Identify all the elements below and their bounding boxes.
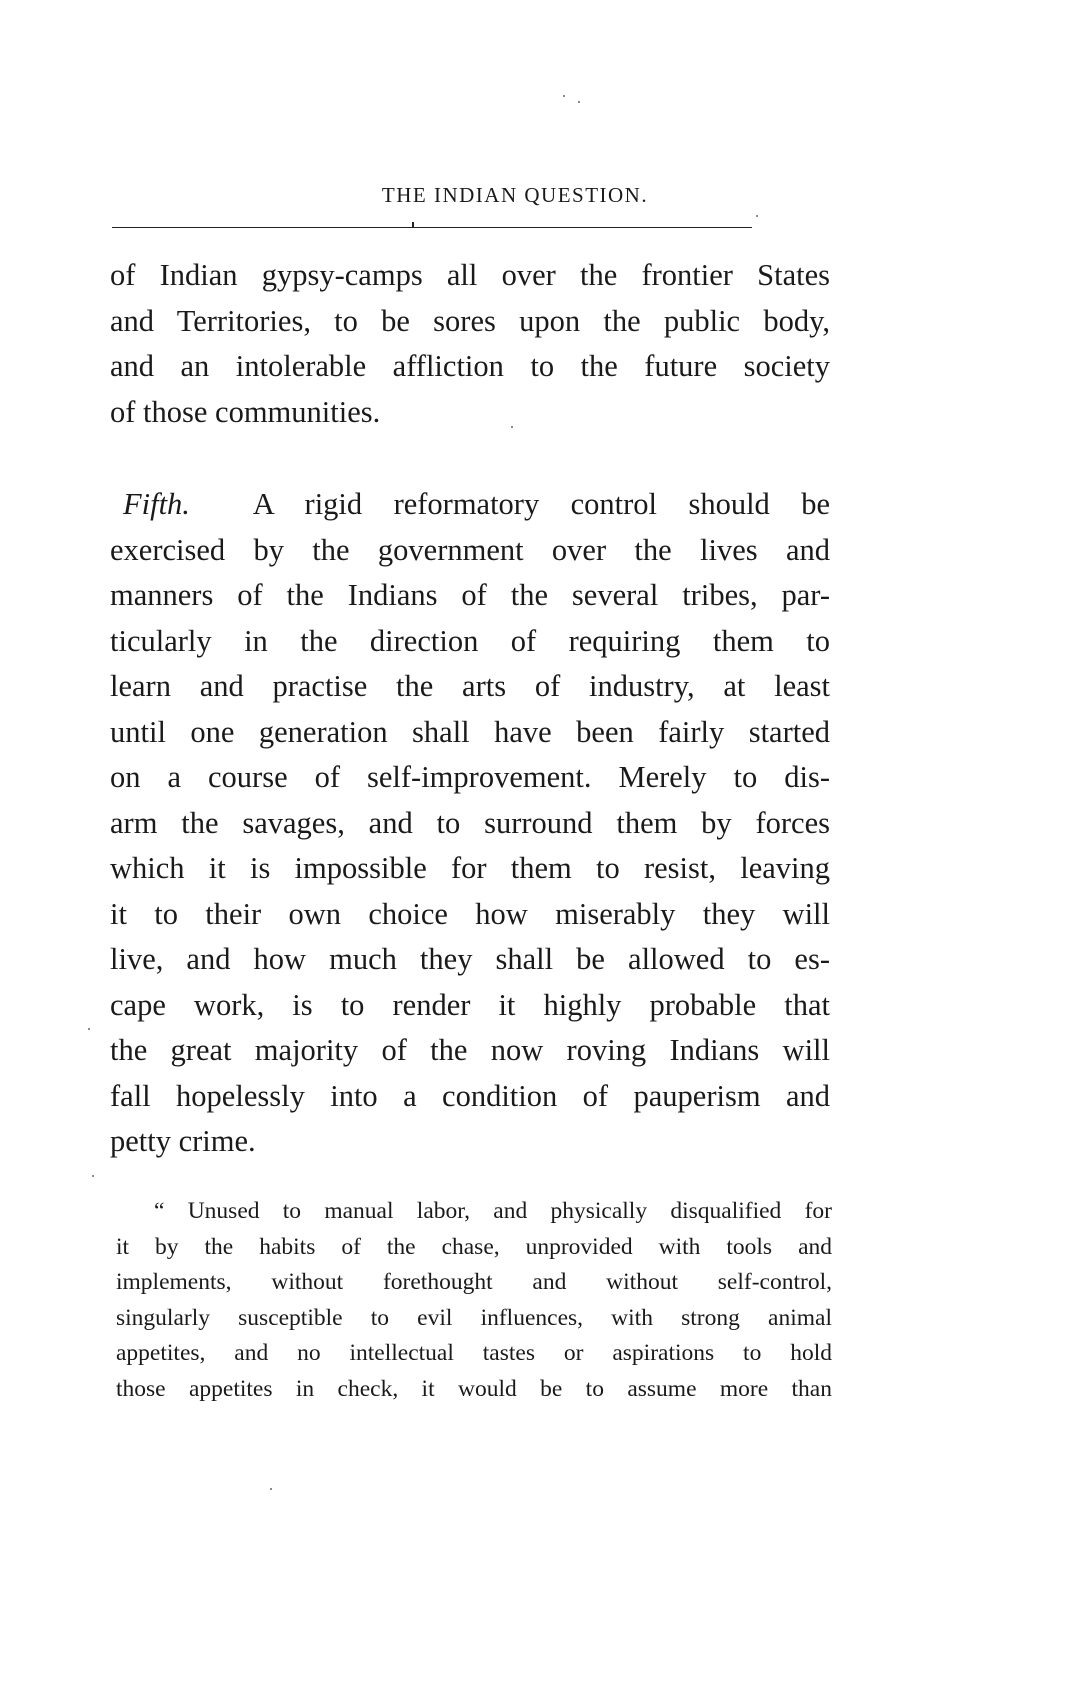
speck <box>578 101 580 103</box>
quote-line: appetites, and no intellectual tastes or aspirations to hold <box>116 1340 832 1366</box>
quote-line: it by the habits of the chase, unprovided with tools and <box>116 1233 832 1260</box>
speck <box>756 215 758 217</box>
text-line: manners of the Indians of the several tribes, par- <box>110 578 830 612</box>
text-line: until one generation shall have been fairly started <box>110 714 830 749</box>
text-line: which it is impossible for them to resist, leaving <box>110 851 830 885</box>
speck <box>88 1028 90 1030</box>
quote-line: implements, without forethought and without self-control, <box>116 1269 832 1295</box>
text-line: cape work, is to render it highly probable that <box>110 987 830 1022</box>
quote-line: singularly susceptible to evil influences, with strong animal <box>116 1304 832 1331</box>
quote-line: “ Unused to manual labor, and physically disqualified for <box>154 1198 832 1224</box>
text-line: petty crime. <box>110 1124 256 1158</box>
text-line: exercised by the government over the lives and <box>110 532 830 567</box>
running-head <box>0 183 1070 208</box>
block-quotation <box>116 1194 832 1407</box>
header-rule <box>112 227 752 228</box>
paragraph-continuation <box>110 253 830 435</box>
text-line: learn and practise the arts of industry, at least <box>110 669 830 703</box>
text-line: of those communities. <box>110 394 381 429</box>
quote-line: those appetites in check, it would be to assume more than <box>116 1375 832 1402</box>
text-line: and Territories, to be sores upon the public body, <box>110 303 830 338</box>
speck <box>563 95 565 97</box>
text-line: arm the savages, and to surround them by forces <box>110 805 830 840</box>
section-lead-in: Fifth. <box>123 487 190 521</box>
text-line-lead <box>110 482 830 528</box>
text-line: fall hopelessly into a condition of pauperism and <box>110 1078 830 1113</box>
text-line: on a course of self-improvement. Merely to dis- <box>110 760 830 794</box>
running-head-text: THE INDIAN QUESTION. <box>381 183 649 207</box>
text-line: the great majority of the now roving Indians will <box>110 1033 830 1067</box>
text-line: it to their own choice how miserably they will <box>110 896 830 931</box>
header-rule-mark <box>412 222 414 227</box>
text-line-rest: A rigid reformatory control should be <box>252 487 830 521</box>
paragraph-fifth <box>110 482 830 1165</box>
text-line: live, and how much they shall be allowed to es- <box>110 942 830 976</box>
text-line: and an intolerable affliction to the future society <box>110 349 830 383</box>
speck <box>270 1488 272 1490</box>
text-line: of Indian gypsy-camps all over the frontier States <box>110 258 830 292</box>
speck <box>92 1175 94 1177</box>
text-line: ticularly in the direction of requiring them to <box>110 623 830 658</box>
